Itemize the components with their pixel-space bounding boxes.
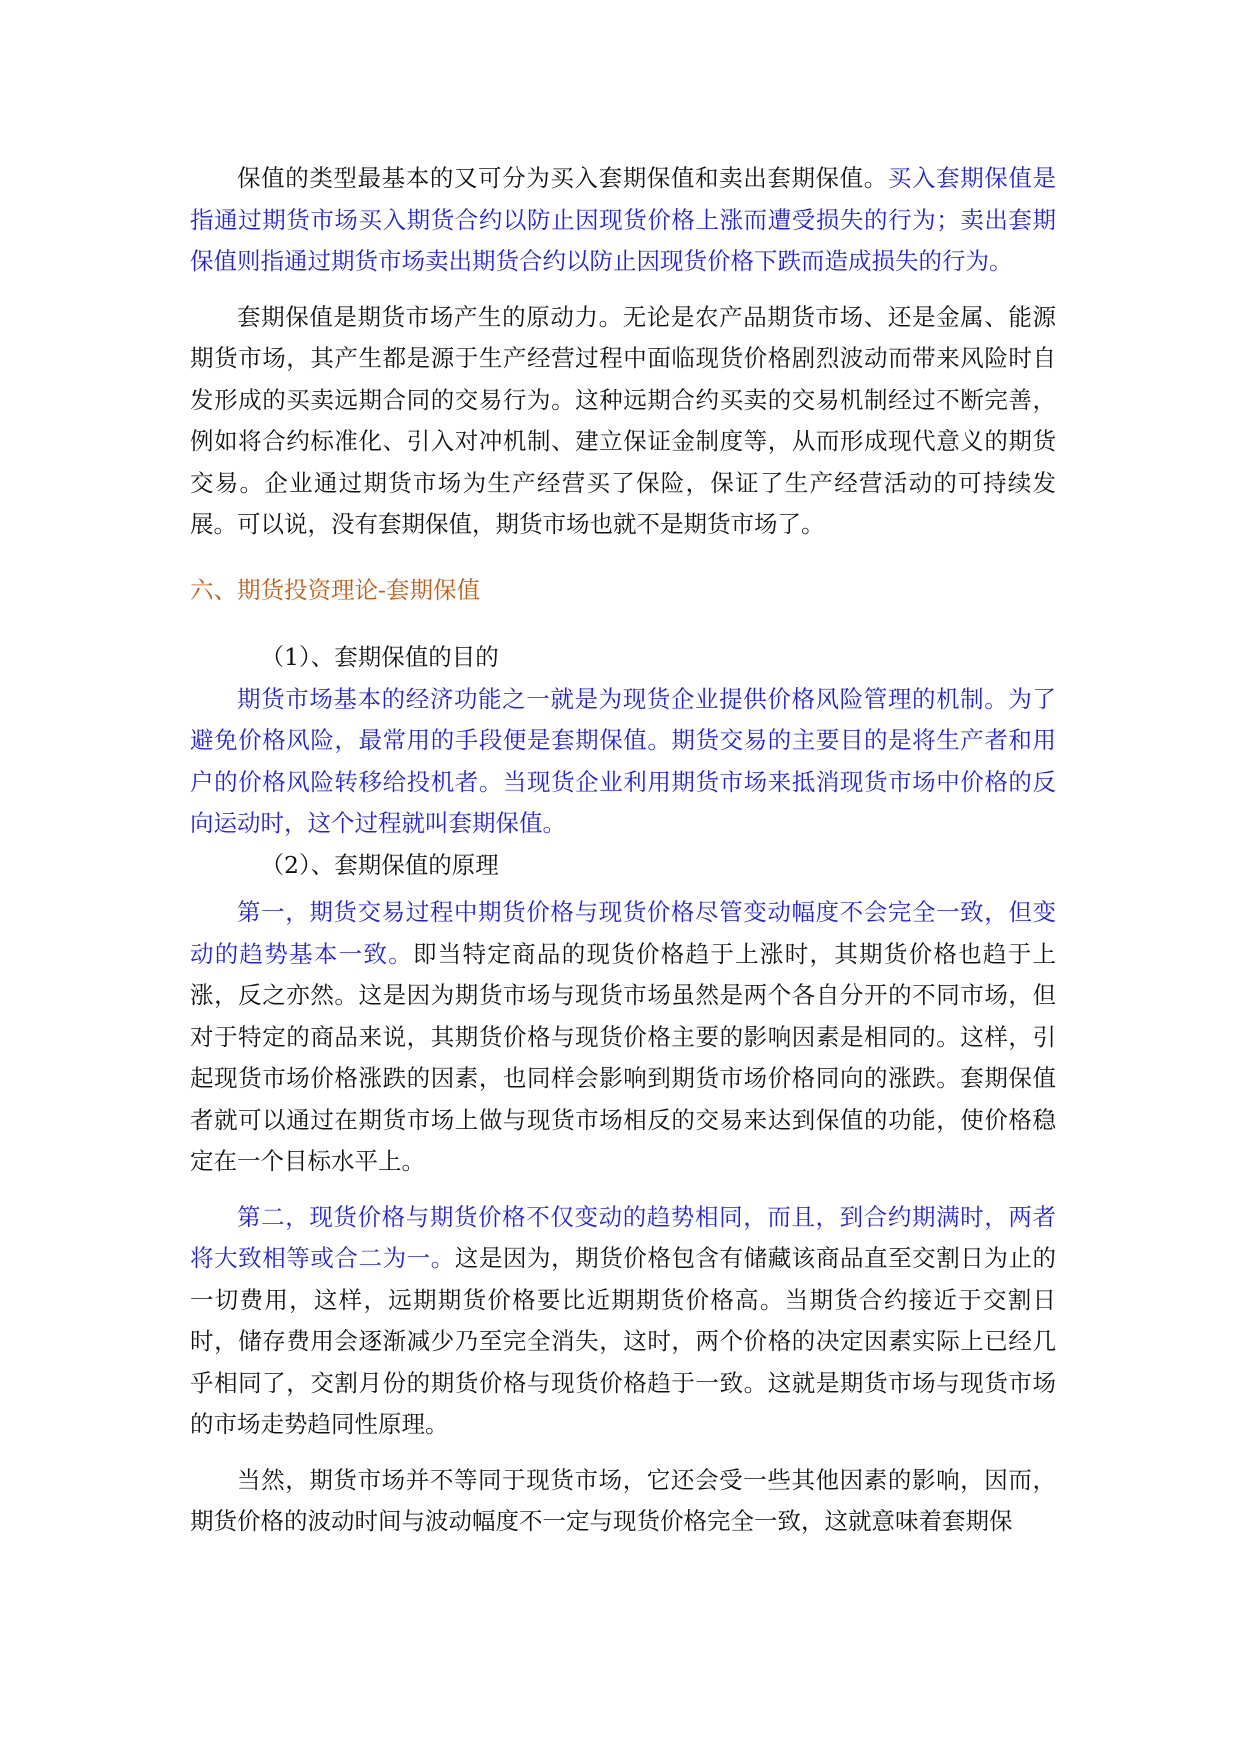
hedging-types-text: 保值的类型最基本的又可分为买入套期保值和卖出套期保值。: [237, 164, 888, 192]
paragraph-caveat: 当然，期货市场并不等同于现货市场，它还会受一些其他因素的影响，因而，期货价格的波动时间与波动幅度不一定与现货价格完全一致，这就意味着套期保: [190, 1465, 1056, 1535]
paragraph-principle-second: [190, 1197, 1056, 1446]
document-page: [190, 158, 1056, 1543]
paragraph-hedging-types: [190, 158, 1056, 283]
principle-second-text: 这是因为，期货价格包含有储藏该商品直至交割日为止的一切费用，这样，远期期货价格要比近期期货价格高。当期货合约接近于交割日时，储存费用会逐渐减少乃至完全消失，这时，两个价格的决定因素实际上已经几乎相同了，交割月份的期货价格与现货价格趋于一致。这就是期货市场与现货市场的市场走势趋同性原理。: [190, 1244, 1057, 1438]
paragraph-purpose: 期货市场基本的经济功能之一就是为现货企业提供价格风险管理的机制。为了避免价格风险，最常用的手段便是套期保值。期货交易的主要目的是将生产者和用户的价格风险转移给投机者。当现货企业利用期货市场来抵消现货市场中价格的反向运动时，这个过程就叫套期保值。: [190, 684, 1056, 837]
principle-first-highlight: 第一，期货交易过程中期货价格与现货价格尽管变动幅度不会完全一致，但变动的趋势基本一致。: [190, 898, 1056, 968]
principle-first-text: 即当特定商品的现货价格趋于上涨时，其期货价格也趋于上涨，反之亦然。这是因为期货市场与现货市场虽然是两个各自分开的不同市场，但对于特定的商品来说，其期货价格与现货价格主要的影响因素是相同的。这样，引起现货市场价格涨跌的因素，也同样会影响到期货市场价格同向的涨跌。套期保值者就可以通过在期货市场上做与现货市场相反的交易来达到保值的功能，使价格稳定在一个目标水平上。: [190, 939, 1057, 1175]
section-heading: 六、期货投资理论-套期保值: [190, 575, 480, 604]
paragraph-hedging-origin: 套期保值是期货市场产生的原动力。无论是农产品期货市场、还是金属、能源期货市场，其产生都是源于生产经营过程中面临现货价格剧烈波动而带来风险时自发形成的买卖远期合同的交易行为。这种远期合约买卖的交易机制经过不断完善，例如将合约标准化、引入对冲机制、建立保证金制度等，从而形成现代意义的期货交易。企业通过期货市场为生产经营买了保险，保证了生产经营活动的可持续发展。可以说，没有套期保值，期货市场也就不是期货市场了。: [190, 302, 1056, 538]
hedging-types-highlight: 买入套期保值是指通过期货市场买入期货合约以防止因现货价格上涨而遭受损失的行为；卖出套期保值则指通过期货市场卖出期货合约以防止因现货价格下跌而造成损失的行为。: [190, 164, 1057, 275]
subheading-purpose: （1）、套期保值的目的: [260, 643, 499, 671]
principle-second-highlight: 第二，现货价格与期货价格不仅变动的趋势相同，而且，到合约期满时，两者将大致相等或合二为一。: [190, 1202, 1056, 1272]
subheading-principle: （2）、套期保值的原理: [260, 850, 499, 879]
paragraph-principle-first: [190, 892, 1056, 1183]
